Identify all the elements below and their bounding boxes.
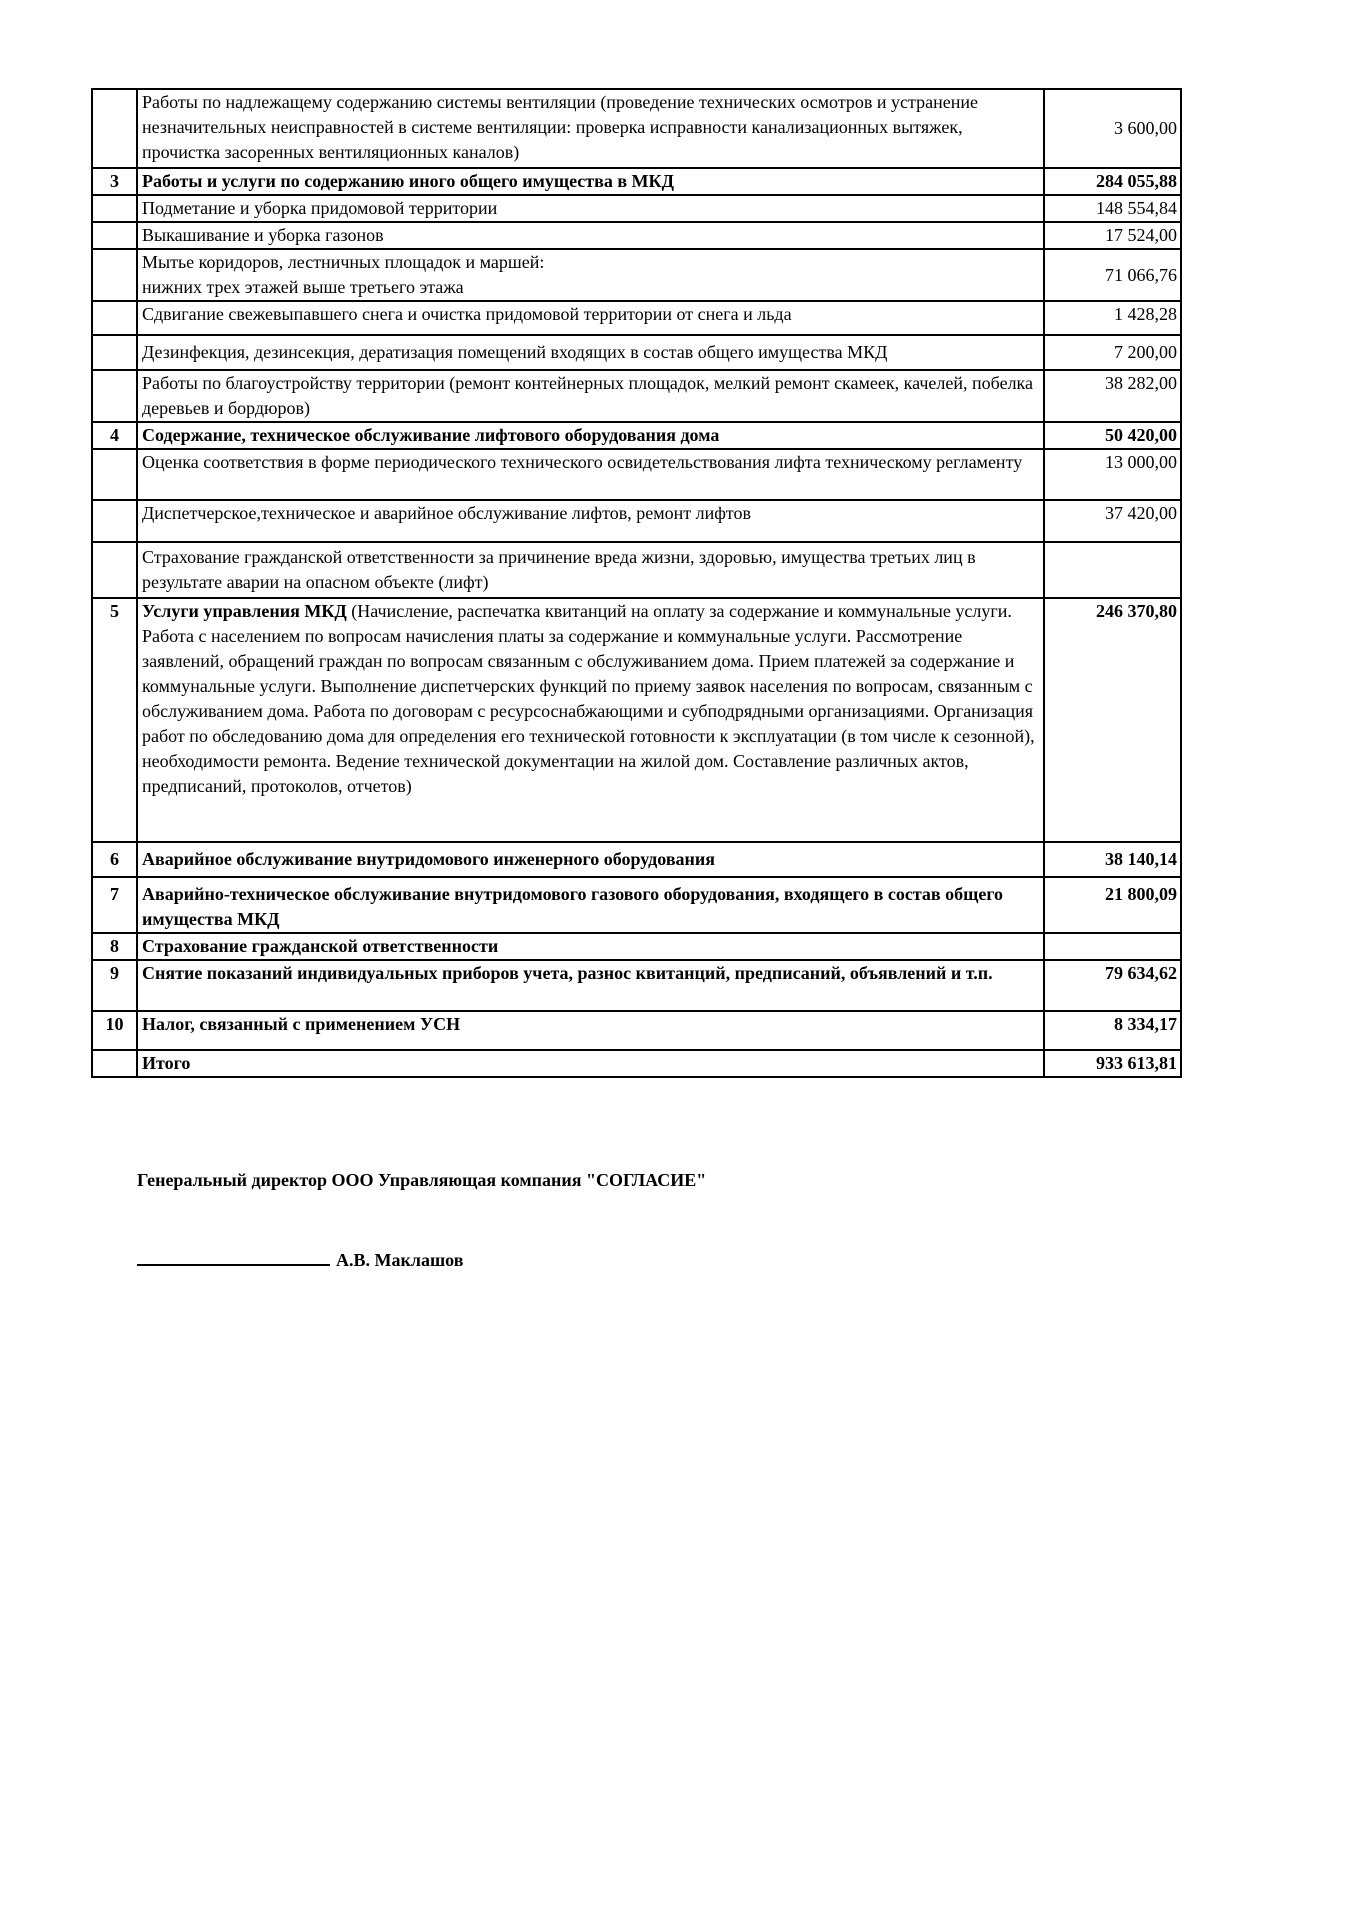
row-number: 5: [92, 598, 137, 842]
row-description: Аварийно-техническое обслуживание внутридомового газового оборудования, входящего в состав общего имущества МКД: [137, 877, 1044, 933]
row-description: [137, 249, 1044, 301]
row-amount: 50 420,00: [1044, 422, 1181, 449]
total-amount: 933 613,81: [1044, 1050, 1181, 1077]
row-amount: 71 066,76: [1044, 249, 1181, 301]
signatory-title: Генеральный директор ООО Управляющая компания "СОГЛАСИЕ": [137, 1170, 707, 1190]
signature-line: [137, 1246, 463, 1273]
row-amount: [1044, 542, 1181, 598]
row-number: 8: [92, 933, 137, 960]
table-row: [92, 842, 1181, 877]
row-description: Налог, связанный с применением УСН: [137, 1011, 1044, 1050]
row-amount: 8 334,17: [1044, 1011, 1181, 1050]
row-description: Снятие показаний индивидуальных приборов учета, разнос квитанций, предписаний, объявлений и т.п.: [137, 960, 1044, 1011]
table-row: [92, 500, 1181, 542]
row-description: Страхование гражданской ответственности: [137, 933, 1044, 960]
table-row: [92, 195, 1181, 222]
signature-underline: [137, 1246, 330, 1266]
row-amount: 1 428,28: [1044, 301, 1181, 335]
table-row: [92, 449, 1181, 500]
row-description: [137, 598, 1044, 842]
row-number: [92, 500, 137, 542]
row-description: Работы по надлежащему содержанию системы вентиляции (проведение технических осмотров и устранение незначительных неисправностей в системе вентиляции: проверка исправности канализационных вытяжек, прочистка засоренных вентиляционных каналов): [137, 89, 1044, 168]
table-row: [92, 335, 1181, 370]
table-row: [92, 1011, 1181, 1050]
row-amount: [1044, 933, 1181, 960]
row-amount: 38 140,14: [1044, 842, 1181, 877]
row-description-line: нижних трех этажей выше третьего этажа: [142, 277, 464, 297]
table-row: [92, 168, 1181, 195]
row-description: Содержание, техническое обслуживание лифтового оборудования дома: [137, 422, 1044, 449]
row-number: 6: [92, 842, 137, 877]
table-row: [92, 598, 1181, 842]
signatory-name: А.В. Маклашов: [336, 1250, 464, 1270]
row-description: Сдвигание свежевыпавшего снега и очистка придомовой территории от снега и льда: [137, 301, 1044, 335]
row-amount: 79 634,62: [1044, 960, 1181, 1011]
table-row: [92, 960, 1181, 1011]
row-description: Подметание и уборка придомовой территории: [137, 195, 1044, 222]
row-description: Работы по благоустройству территории (ремонт контейнерных площадок, мелкий ремонт скамеек, качелей, побелка деревьев и бордюров): [137, 370, 1044, 422]
table-row: [92, 301, 1181, 335]
row-number: 10: [92, 1011, 137, 1050]
row-amount: 3 600,00: [1044, 89, 1181, 168]
row-description: Дезинфекция, дезинсекция, дератизация помещений входящих в состав общего имущества МКД: [137, 335, 1044, 370]
services-cost-table: [91, 88, 1182, 1078]
row-number: [92, 542, 137, 598]
table-row: [92, 249, 1181, 301]
row-number: [92, 1050, 137, 1077]
row-description-line: Мытье коридоров, лестничных площадок и маршей:: [142, 252, 545, 272]
row-number: [92, 222, 137, 249]
row-amount: 37 420,00: [1044, 500, 1181, 542]
row-number: [92, 249, 137, 301]
table-row-total: [92, 1050, 1181, 1077]
row-description: Диспетчерское,техническое и аварийное обслуживание лифтов, ремонт лифтов: [137, 500, 1044, 542]
row-number: [92, 89, 137, 168]
row-amount: 246 370,80: [1044, 598, 1181, 842]
row-description: Оценка соответствия в форме периодического технического освидетельствования лифта техническому регламенту: [137, 449, 1044, 500]
row-number: [92, 195, 137, 222]
row-amount: 284 055,88: [1044, 168, 1181, 195]
row-number: 7: [92, 877, 137, 933]
row-number: [92, 335, 137, 370]
row-number: 4: [92, 422, 137, 449]
row-description: Аварийное обслуживание внутридомового инженерного оборудования: [137, 842, 1044, 877]
row-amount: 38 282,00: [1044, 370, 1181, 422]
table-row: [92, 222, 1181, 249]
row-number: 3: [92, 168, 137, 195]
row-description: Страхование гражданской ответственности за причинение вреда жизни, здоровью, имущества третьих лиц в результате аварии на опасном объекте (лифт): [137, 542, 1044, 598]
table-row: [92, 89, 1181, 168]
row-description-title: Услуги управления МКД: [142, 601, 347, 621]
row-description-text: (Начисление, распечатка квитанций на оплату за содержание и коммунальные услуги. Работа с населением по вопросам начисления платы за содержание и коммунальные услуги. Рассмотрение заявлений, обращений граждан по вопросам связанным с обслуживанием дома. Прием платежей за содержание и коммунальные услуги. Выполнение диспетчерских функций по приему заявок населения по вопросам, связанным с обслуживанием дома. Работа по договорам с ресурсоснабжающими и субподрядными организациями. Организация работ по обследованию дома для определения его технической готовности к эксплуатации (в том числе к сезонной), необходимости ремонта. Ведение технической документации на жилой дом. Составление различных актов, предписаний, протоколов, отчетов): [142, 601, 1035, 796]
table-row: [92, 542, 1181, 598]
row-number: [92, 449, 137, 500]
total-label: Итого: [137, 1050, 1044, 1077]
row-amount: 21 800,09: [1044, 877, 1181, 933]
table-row: [92, 370, 1181, 422]
row-description: Работы и услуги по содержанию иного общего имущества в МКД: [137, 168, 1044, 195]
row-amount: 17 524,00: [1044, 222, 1181, 249]
row-description: Выкашивание и уборка газонов: [137, 222, 1044, 249]
row-amount: 13 000,00: [1044, 449, 1181, 500]
table-row: [92, 877, 1181, 933]
row-number: [92, 370, 137, 422]
row-number: 9: [92, 960, 137, 1011]
table-row: [92, 933, 1181, 960]
row-amount: 7 200,00: [1044, 335, 1181, 370]
table-row: [92, 422, 1181, 449]
row-amount: 148 554,84: [1044, 195, 1181, 222]
row-number: [92, 301, 137, 335]
